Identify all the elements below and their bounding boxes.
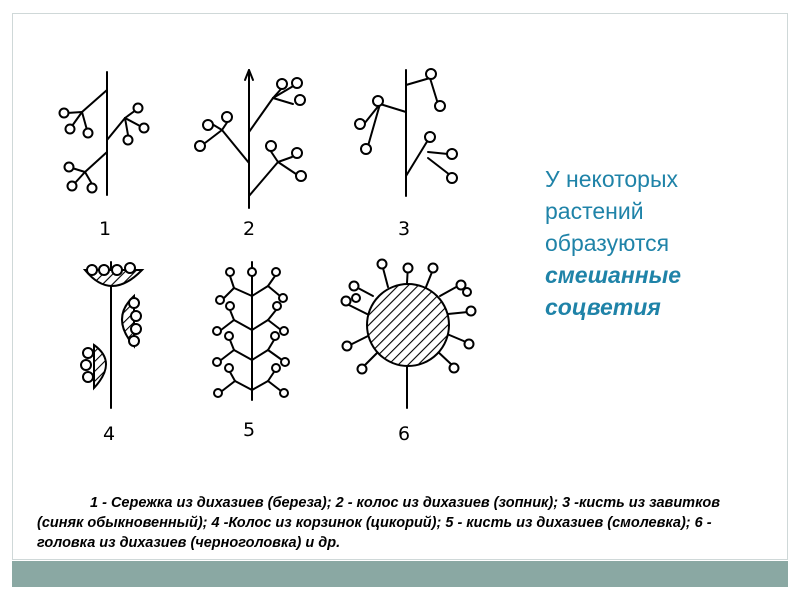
figure-6-label: 6 — [398, 423, 411, 445]
side-note-line-3: образуются — [545, 230, 670, 256]
side-note-emphasis-1: смешанные — [545, 262, 682, 288]
figure-2-spike — [195, 70, 306, 240]
figure-4-label: 4 — [103, 423, 116, 445]
footer-bar — [12, 561, 788, 587]
figure-5-raceme — [213, 262, 289, 441]
side-note-line-2: растений — [545, 198, 644, 224]
side-note-emphasis-2: соцветия — [545, 294, 661, 320]
figure-6-head — [342, 260, 476, 446]
figure-2-label: 2 — [243, 218, 256, 240]
figure-caption: 1 - Сережка из дихазиев (береза); 2 - колос из дихазиев (зопник); 3 -кисть из завитков (синяк обыкновенный); 4 -Колос из корзинок (цикорий); 5 - кисть из дихазиев (смолевка); 6 - головка из дихазиев (черноголовка) и др. — [37, 495, 721, 551]
figure-3-label: 3 — [398, 218, 411, 240]
figure-1-label: 1 — [99, 218, 112, 240]
figure-1-catkin — [60, 72, 149, 240]
figure-4-spike-of-heads — [81, 262, 142, 445]
side-note-line-1: У некоторых — [545, 166, 678, 192]
figure-3-raceme — [355, 69, 457, 240]
side-note — [545, 163, 765, 323]
figure-5-label: 5 — [243, 419, 256, 441]
